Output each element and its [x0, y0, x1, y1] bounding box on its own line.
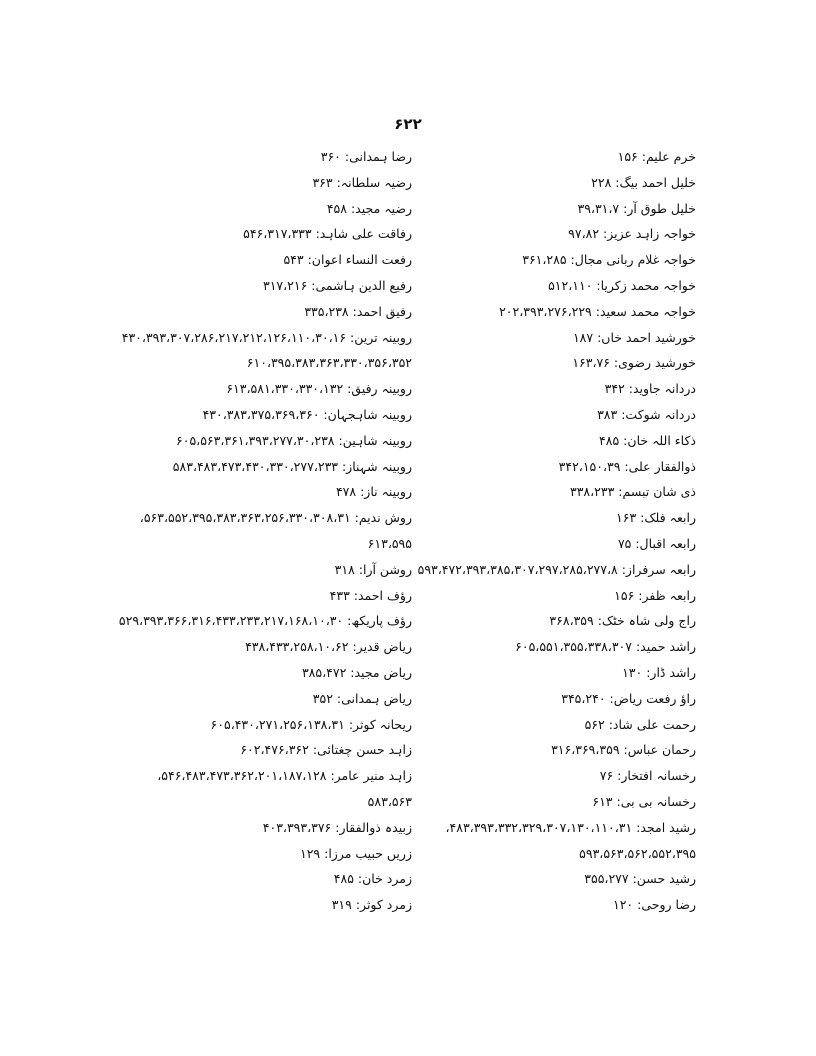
index-entry: روبینہ رفیق: ۶۱۳،۵۸۱،۳۳۰،۳۳۰،۱۳۲ [226, 381, 412, 397]
index-entry: ریاض ہمدانی: ۳۵۲ [312, 690, 412, 706]
index-entry: رضا ہمدانی: ۳۶۰ [320, 149, 412, 164]
index-entry: ۶۱۳،۵۹۵ [367, 535, 412, 551]
index-entry: رضیہ مجید: ۴۵۸ [326, 200, 412, 216]
index-entry: ذوالفقار علی: ۳۴۲،۱۵۰،۳۹ [558, 458, 696, 474]
index-entry: ذکاء اللہ خان: ۴۸۵ [599, 432, 696, 448]
index-entry: خورشید احمد خاں: ۱۸۷ [572, 329, 696, 345]
index-entry: ریحانہ کوثر: ۶۰۵،۴۳۰،۲۷۱،۲۵۶،۱۳۸،۳۱ [210, 716, 412, 732]
index-entry: زاہد حسن چغتائی: ۶۰۲،۴۷۶،۳۶۲ [240, 742, 412, 758]
index-entry: زبیدہ ذوالفقار: ۴۰۳،۳۹۳،۳۷۶ [262, 819, 412, 835]
index-entry: روش ندیم: ۵۶۳،۵۵۲،۳۹۵،۳۸۳،۳۶۳،۲۵۶،۳۳۰،۳۰۸،۳۱، [139, 510, 412, 526]
index-entry: روبینہ شاہین: ۶۰۵،۵۶۳،۳۶۱،۳۹۳،۲۷۷،۳۰،۲۳۸ [176, 432, 412, 448]
index-entry: رفعت النساء اعوان: ۵۴۳ [283, 252, 412, 268]
index-entry: رابعہ ظفر: ۱۵۶ [614, 587, 696, 603]
index-entry: زریں حبیب مرزا: ۱۲۹ [299, 845, 412, 861]
index-entry: رخسانہ افتخار: ۷۶ [599, 768, 696, 784]
index-entry: خواجہ زاہد عزیز: ۹۷،۸۲ [568, 226, 696, 242]
index-entry: رفیق احمد: ۳۳۵،۲۳۸ [304, 303, 412, 319]
index-entry: رابعہ اقبال: ۷۵ [617, 535, 696, 551]
index-entry: رفاقت علی شاہد: ۵۴۶،۳۱۷،۳۳۳ [243, 226, 412, 242]
index-entry: روبینہ شاہجہان: ۴۳۰،۳۸۳،۳۷۵،۳۶۹،۳۶۰ [202, 406, 412, 422]
index-entry: زمرد کوثر: ۳۱۹ [331, 897, 412, 913]
index-entry: روبینہ ناز: ۴۷۸ [335, 484, 412, 500]
index-entry: زاہد منیر عامر: ۵۴۶،۴۸۳،۴۷۳،۳۶۲،۲۰۱،۱۸۷،۱۲۸، [157, 768, 412, 784]
index-entry: خلیل طوق آر: ۳۹،۳۱،۷ [577, 200, 696, 216]
index-entry: رضا روحی: ۱۲۰ [613, 897, 696, 913]
index-entry: راشد حمید: ۶۰۵،۵۵۱،۳۵۵،۳۳۸،۳۰۷ [515, 639, 696, 655]
index-entry: خواجہ غلام ربانی مجال: ۳۶۱،۲۸۵ [522, 252, 696, 268]
index-entry: روشن آرا: ۳۱۸ [334, 561, 412, 577]
index-entry: ۵۹۳،۵۶۳،۵۶۲،۵۵۲،۳۹۵ [579, 845, 696, 861]
index-entry: روبینہ شہناز: ۵۸۳،۴۸۳،۴۷۳،۴۳۰،۳۳۰،۲۷۷،۲۳۳ [172, 458, 412, 474]
index-entry: رفیع الدین ہاشمی: ۳۱۷،۲۱۶ [263, 277, 412, 293]
index-entry: راشد ڈار: ۱۳۰ [622, 664, 696, 680]
index-entry: ریاض مجید: ۳۸۵،۴۷۲ [301, 664, 412, 680]
index-entry: زمرد خان: ۴۸۵ [333, 871, 412, 887]
index-entry: ۵۸۳،۵۶۳ [367, 793, 412, 809]
index-entry: رحمت علی شاد: ۵۶۲ [584, 716, 696, 732]
index-entry: دردانہ شوکت: ۳۸۳ [597, 406, 696, 422]
index-entry: راج ولی شاہ خٹک: ۳۶۸،۳۵۹ [549, 613, 696, 629]
index-entry: خلیل احمد بیگ: ۲۲۸ [591, 174, 696, 190]
index-entry: رحمان عباس: ۳۱۶،۳۶۹،۳۵۹ [551, 742, 696, 758]
index-entry: خورشید رضوی: ۱۶۳،۷۶ [572, 355, 696, 371]
index-column-left [112, 144, 412, 918]
index-entry: روبینہ ترین: ۴۳۰،۳۹۳،۳۰۷،۲۸۶،۲۱۷،۲۱۲،۱۲۶،۱۱۰،۳۰،۱۶ [121, 329, 412, 345]
index-entry: رشید حسن: ۳۵۵،۲۷۷ [584, 871, 696, 887]
index-entry: خواجہ محمد سعید: ۲۰۲،۳۹۳،۲۷۶،۲۲۹ [499, 303, 696, 319]
index-entry: خرم علیم: ۱۵۶ [617, 149, 696, 164]
index-entry: دردانہ جاوید: ۳۴۲ [604, 381, 696, 397]
index-column-right [396, 144, 696, 918]
index-entry: رابعہ سرفراز: ۵۹۳،۴۷۲،۳۹۳،۳۸۵،۳۰۷،۲۹۷،۲۸۵،۲۷۷،۸ [417, 561, 696, 577]
index-entry: رابعہ فلک: ۱۶۳ [616, 510, 696, 526]
index-entry: رؤف پاریکھ: ۵۲۹،۳۹۳،۳۶۶،۳۱۶،۴۳۳،۲۳۳،۲۱۷،۱۶۸،۱۰،۳۰ [118, 613, 412, 629]
index-entry: خواجہ محمد زکریا: ۵۱۲،۱۱۰ [548, 277, 696, 293]
index-entry: رشید امجد: ۴۸۳،۳۹۳،۳۳۲،۳۲۹،۳۰۷،۱۳۰،۱۱۰،۳۱، [445, 819, 696, 835]
page-number: ۶۲۲ [394, 115, 422, 133]
index-entry: رضیہ سلطانہ: ۳۶۳ [312, 174, 412, 190]
index-entry: رؤف احمد: ۴۳۳ [329, 587, 412, 603]
index-entry: رخسانہ بی بی: ۶۱۳ [592, 793, 696, 809]
index-entry: ۶۱۰،۳۹۵،۳۸۳،۳۶۳،۳۳۰،۳۵۶،۳۵۲ [246, 355, 412, 371]
index-entry: ریاض قدیر: ۴۳۸،۴۳۳،۲۵۸،۱۰،۶۲ [245, 639, 412, 655]
index-entry: راؤ رفعت ریاض: ۳۴۵،۲۴۰ [561, 690, 696, 706]
index-entry: ذی شان تبسم: ۳۳۸،۲۳۳ [570, 484, 696, 500]
